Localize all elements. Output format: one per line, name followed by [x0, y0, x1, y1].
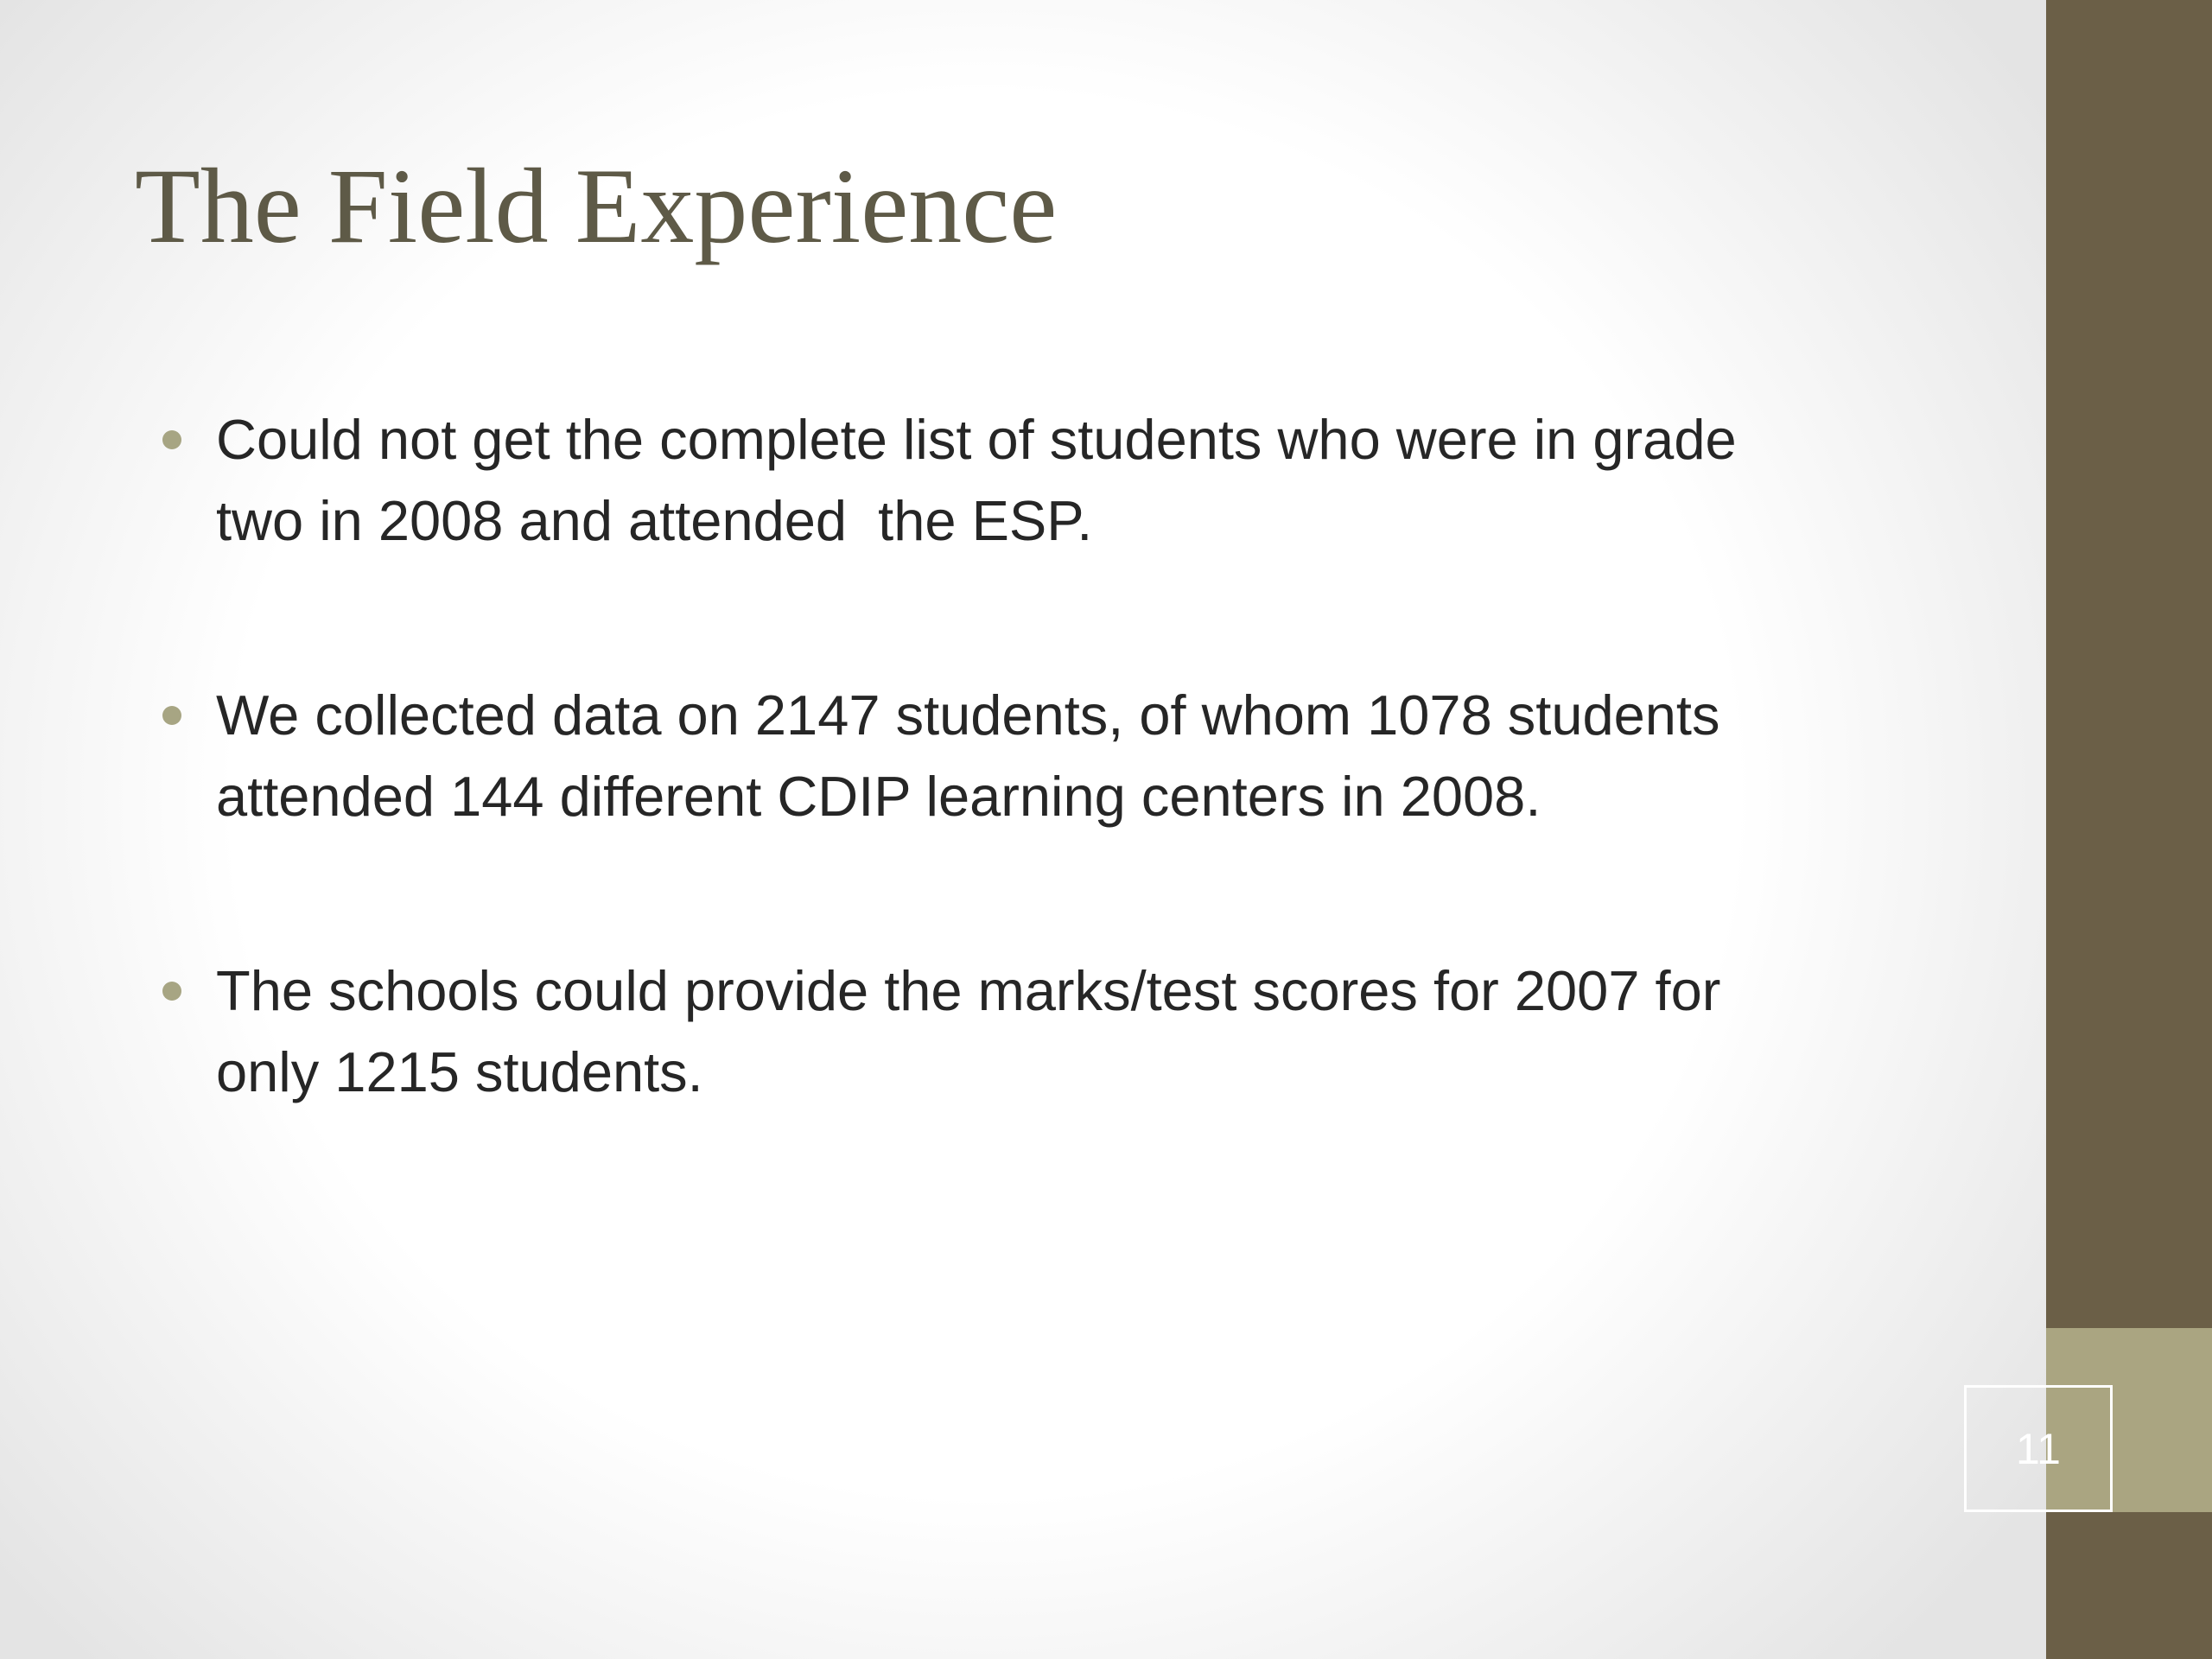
bullet-item	[156, 675, 1953, 837]
bullet-line: attended 144 different CDIP learning centers in 2008.	[216, 765, 1541, 828]
bullet-dot-icon	[162, 430, 181, 449]
bullet-item	[156, 950, 1953, 1113]
page-number	[1964, 1385, 2113, 1512]
page-number-text: 11	[2016, 1424, 2061, 1473]
bullet-item	[156, 399, 1953, 562]
bullet-line: We collected data on 2147 students, of whom 1078 students	[216, 683, 1720, 747]
bullet-line: Could not get the complete list of students who were in grade	[216, 408, 1737, 471]
bullet-dot-icon	[162, 706, 181, 725]
bullet-dot-icon	[162, 982, 181, 1001]
bullet-line: The schools could provide the marks/test scores for 2007 for	[216, 959, 1721, 1022]
slide-title: The Field Experience	[135, 147, 1058, 265]
bullet-list	[156, 399, 1953, 1226]
bullet-line: two in 2008 and attended the ESP.	[216, 489, 1093, 552]
bullet-line: only 1215 students.	[216, 1040, 703, 1103]
